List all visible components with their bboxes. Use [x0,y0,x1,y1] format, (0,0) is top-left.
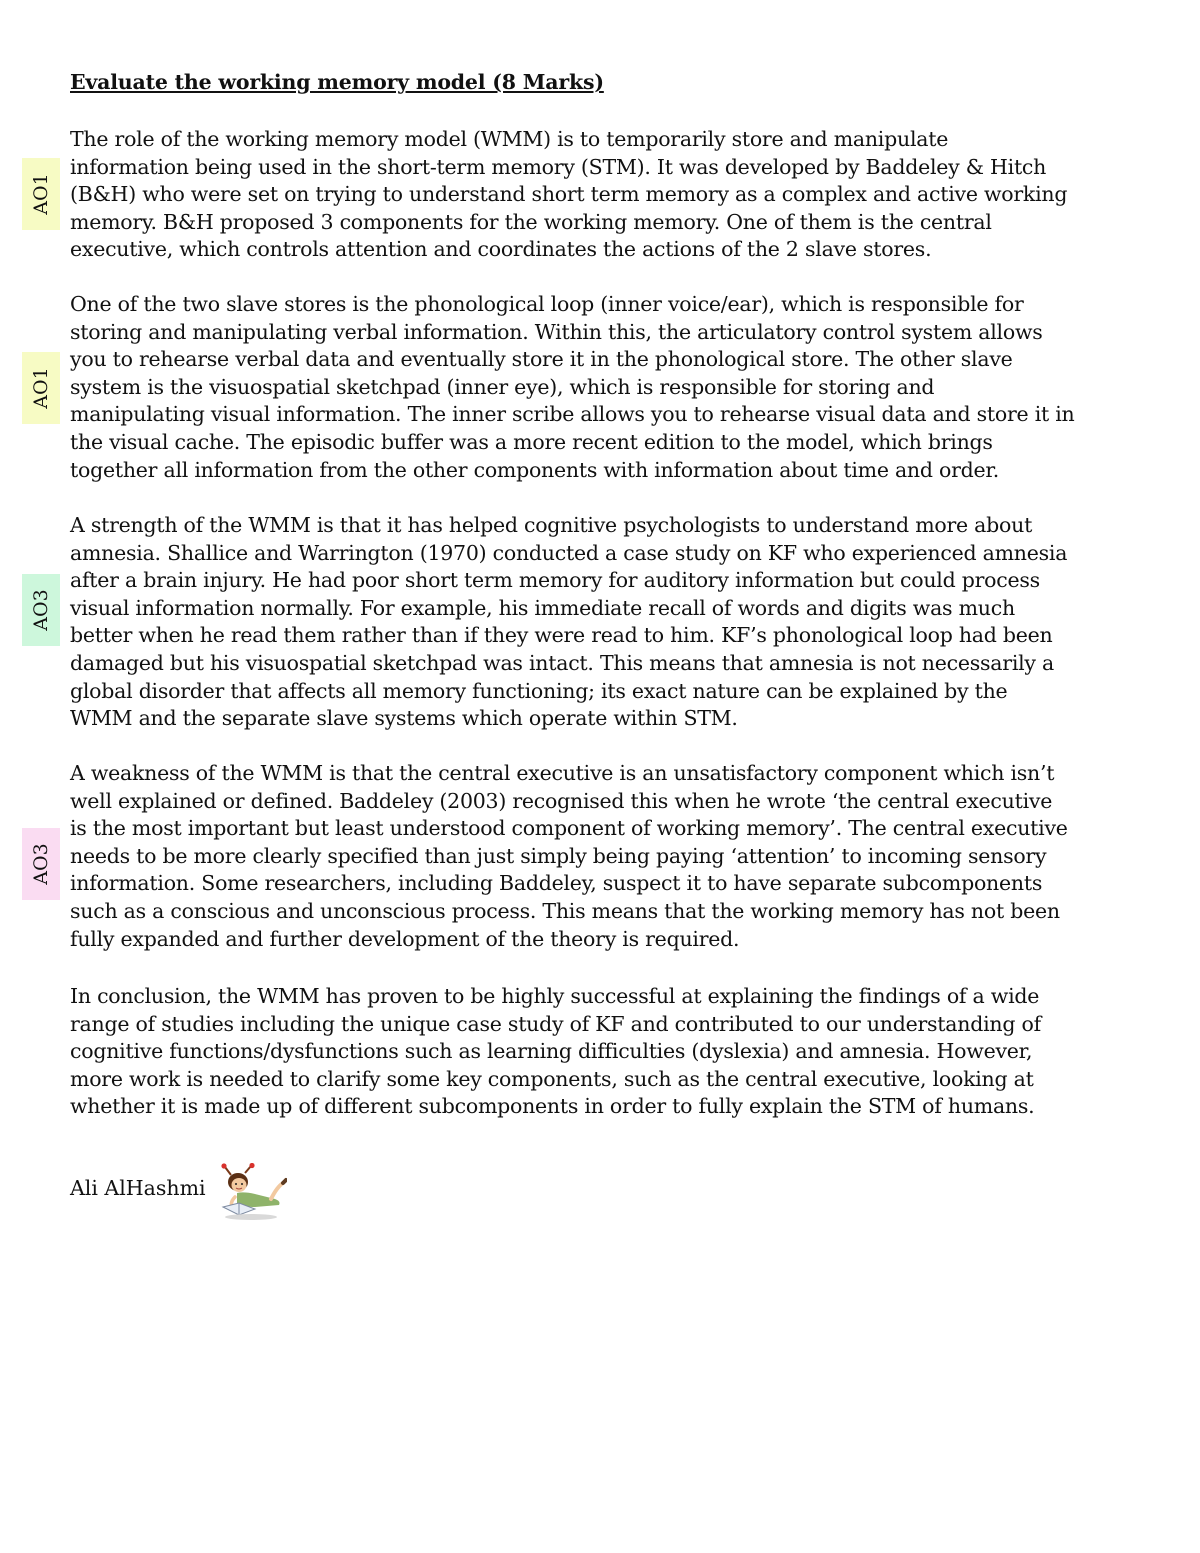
text-line: fully expanded and further development of the theory is required. [70,926,740,951]
text-line: storing and manipulating verbal information. Within this, the articulatory control system allows [70,319,1043,344]
paragraph-conclusion [70,983,1135,1121]
text-line: damaged but his visuospatial sketchpad was intact. This means that amnesia is not necessarily a [70,650,1055,675]
ao3-tag-label: AO3 [30,843,52,885]
text-line: A weakness of the WMM is that the central executive is an unsatisfactory component which isn’t [70,761,1055,785]
text-line: the visual cache. The episodic buffer was a more recent edition to the model, which brings [70,429,993,454]
paragraph-slave-stores [70,291,1135,484]
text-line: global disorder that affects all memory functioning; its exact nature can be explained by the [70,678,1008,703]
text-line: after a brain injury. He had poor short term memory for auditory information but could process [70,568,1040,593]
author-signature: Ali AlHashmi [70,1176,206,1200]
text-line: whether it is made up of different subcomponents in order to fully explain the STM of humans. [70,1094,1035,1119]
paragraph-strength [70,512,1135,733]
text-line: is the most important but least understood component of working memory’. The central executive [70,816,1068,841]
ao1-tag-1 [22,158,60,230]
ao3-tag-strength [22,574,60,646]
text-line: manipulating visual information. The inner scribe allows you to rehearse visual data and store it in [70,402,1075,427]
paragraph-intro [70,126,1135,264]
text-line: needs to be more clearly specified than just simply being paying ‘attention’ to incoming sensory [70,843,1047,868]
ao3-tag-weakness [22,828,60,900]
text-line: The role of the working memory model (WMM) is to temporarily store and manipulate [70,127,949,151]
text-line: such as a conscious and unconscious process. This means that the working memory has not been [70,898,1060,923]
text-line: (B&H) who were set on trying to understand short term memory as a complex and active working [70,182,1068,207]
text-line: WMM and the separate slave systems which operate within STM. [70,706,738,731]
text-line: memory. B&H proposed 3 components for the working memory. One of them is the central [70,209,992,234]
text-line: well explained or defined. Baddeley (2003) recognised this when he wrote ‘the central executive [70,788,1053,813]
text-line: you to rehearse verbal data and eventually store it in the phonological store. The other slave [70,347,1013,372]
paragraph-weakness [70,760,1135,953]
reading-girl-clipart-icon [215,1163,287,1221]
text-line: In conclusion, the WMM has proven to be highly successful at explaining the findings of a wide [70,984,1040,1008]
text-line: information being used in the short-term memory (STM). It was developed by Baddeley & Hitch [70,154,1047,179]
text-line: amnesia. Shallice and Warrington (1970) conducted a case study on KF who experienced amnesia [70,540,1068,565]
essay-title: Evaluate the working memory model (8 Marks) [70,70,604,94]
text-line: information. Some researchers, including Baddeley, suspect it to have separate subcomponents [70,871,1043,896]
text-line: better when he read them rather than if they were read to him. KF’s phonological loop had been [70,623,1053,648]
ao1-tag-label: AO1 [30,367,52,409]
ao3-tag-label: AO3 [30,589,52,631]
text-line: A strength of the WMM is that it has helped cognitive psychologists to understand more about [70,513,1033,537]
text-line: system is the visuospatial sketchpad (inner eye), which is responsible for storing and [70,374,935,399]
ao1-tag-label: AO1 [30,173,52,215]
text-line: visual information normally. For example, his immediate recall of words and digits was much [70,595,1015,620]
text-line: cognitive functions/dysfunctions such as learning difficulties (dyslexia) and amnesia. However, [70,1039,1033,1064]
ao1-tag-2 [22,352,60,424]
text-line: One of the two slave stores is the phonological loop (inner voice/ear), which is responsible for [70,292,1024,316]
text-line: range of studies including the unique case study of KF and contributed to our understanding of [70,1011,1041,1036]
text-line: together all information from the other components with information about time and order. [70,457,999,482]
text-line: executive, which controls attention and coordinates the actions of the 2 slave stores. [70,237,932,262]
text-line: more work is needed to clarify some key components, such as the central executive, looking at [70,1066,1034,1091]
